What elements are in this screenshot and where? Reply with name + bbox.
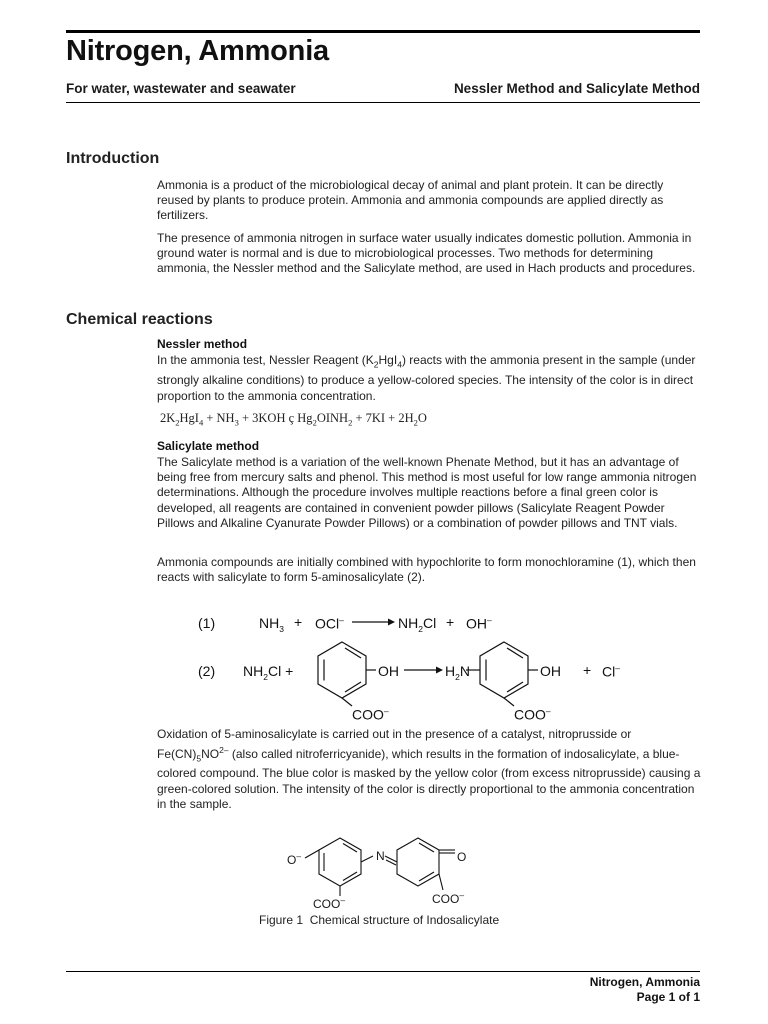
salicylate-ring (318, 642, 366, 698)
indo-carboxylate-left: COO– (313, 895, 346, 911)
reaction-2-monochloramine: $NH_2Cl$ + (243, 663, 294, 682)
reaction-1-monochloramine: $NH_2Cl$ (398, 615, 437, 634)
reaction-1-label: (1) (198, 615, 216, 631)
nessler-paragraph: In the ammonia test, Nessler Reagent $(K_2HgI_4)$ reacts with the ammonia present in the sample (under strongly alkaline conditions) to produce a yellow-colored species. The intensity of the color is in direct proportion to the ammonia concentration. (157, 353, 696, 404)
indo-quinone-oxygen: O (457, 850, 467, 864)
salicylate-method-heading: Salicylate method (157, 439, 260, 453)
aminosalicylate-carboxylate: COO– (514, 706, 551, 723)
intro-paragraph-2: The presence of ammonia nitrogen in surface water usually indicates domestic pollution. Ammonia in ground water is normal and is due to microbiological processes. Two methods for determining ammonia, the Nessler method and the Salicylate method, are used in Hach products and procedures. (157, 231, 696, 276)
document-title: Nitrogen, Ammonia (66, 35, 329, 67)
subtitle-applications: For water, wastewater and seawater (66, 81, 296, 96)
footer-page-number: Page 1 of 1 (636, 990, 700, 1004)
nessler-equation: $2K_2HgI_4 + NH_3 + 3KOH$ ç $Hg_2OINH_2 + 7KI + 2H_2O$ (160, 411, 427, 428)
subtitle-rule (66, 102, 700, 103)
indo-carboxylate-right: COO– (432, 890, 465, 906)
salicylate-paragraph-2: Ammonia compounds are initially combined with hypochlorite to form monochloramine (1), which then reacts with salicylate to form 5-aminosalicylate (2). (157, 555, 696, 585)
reaction-1-plus-1: + (294, 614, 303, 630)
introduction-heading: Introduction (66, 150, 160, 167)
intro-paragraph-1: Ammonia is a product of the microbiological decay of animal and plant protein. It can be directly reused by plants to produce protein. Ammonia and ammonia compounds are applied directly as fertilizers. (157, 178, 664, 223)
amino-group: $H_2N$ (445, 663, 470, 682)
reaction-2-label: (2) (198, 663, 216, 679)
subtitle-methods: Nessler Method and Salicylate Method (453, 81, 700, 96)
reaction-1-hydroxide: OH– (466, 615, 492, 632)
footer-rule (66, 971, 700, 972)
aminosalicylate-hydroxyl: OH (540, 663, 561, 679)
figure-caption: Figure 1 Chemical structure of Indosalicylate (259, 913, 500, 927)
oxidation-paragraph: Oxidation of 5-aminosalicylate is carried out in the presence of a catalyst, nitroprusside or $Fe(CN)_5NO^{2-}$ (also called nitroferricyanide), which results in the formation of indosalicylate, a blue-colored compound. The blue color is masked by the yellow color (from excess nitroprusside) causing a green-colored solution. The intensity of the color is directly proportional to the ammonia concentration in the sample. (157, 727, 701, 812)
salicylate-paragraph-1: The Salicylate method is a variation of the well-known Phenate Method, but it has an advantage of being free from mercury salts and phenol. This method is most useful for low range ammonia nitrogen determinations. Although the procedure involves multiple reactions before a final green color is developed, all reagents are contained in convenient powder pillows (Salicylate Reagent Powder Pillows and Alkaline Cyanurate Powder Pillows) or a combination of powder pillows and TNT vials. (157, 455, 697, 530)
top-rule (66, 30, 700, 33)
chemical-reactions-heading: Chemical reactions (66, 311, 213, 328)
reaction-1-arrow (352, 616, 396, 628)
reaction-1-ammonia: $NH_3$ (259, 615, 284, 634)
aminosalicylate-ring (480, 642, 528, 698)
indo-imine-nitrogen: N (376, 849, 385, 863)
salicylate-hydroxyl: OH (378, 663, 399, 679)
nessler-method-heading: Nessler method (157, 337, 248, 351)
reaction-1-hypochlorite: OCl– (315, 615, 344, 632)
reaction-2-plus: + (583, 662, 592, 678)
reaction-1-plus-2: + (446, 614, 455, 630)
indo-phenolate-oxygen: O– (287, 851, 302, 867)
salicylate-carboxylate: COO– (352, 706, 389, 723)
footer-title: Nitrogen, Ammonia (589, 975, 700, 989)
chloride-ion: Cl– (602, 663, 620, 680)
